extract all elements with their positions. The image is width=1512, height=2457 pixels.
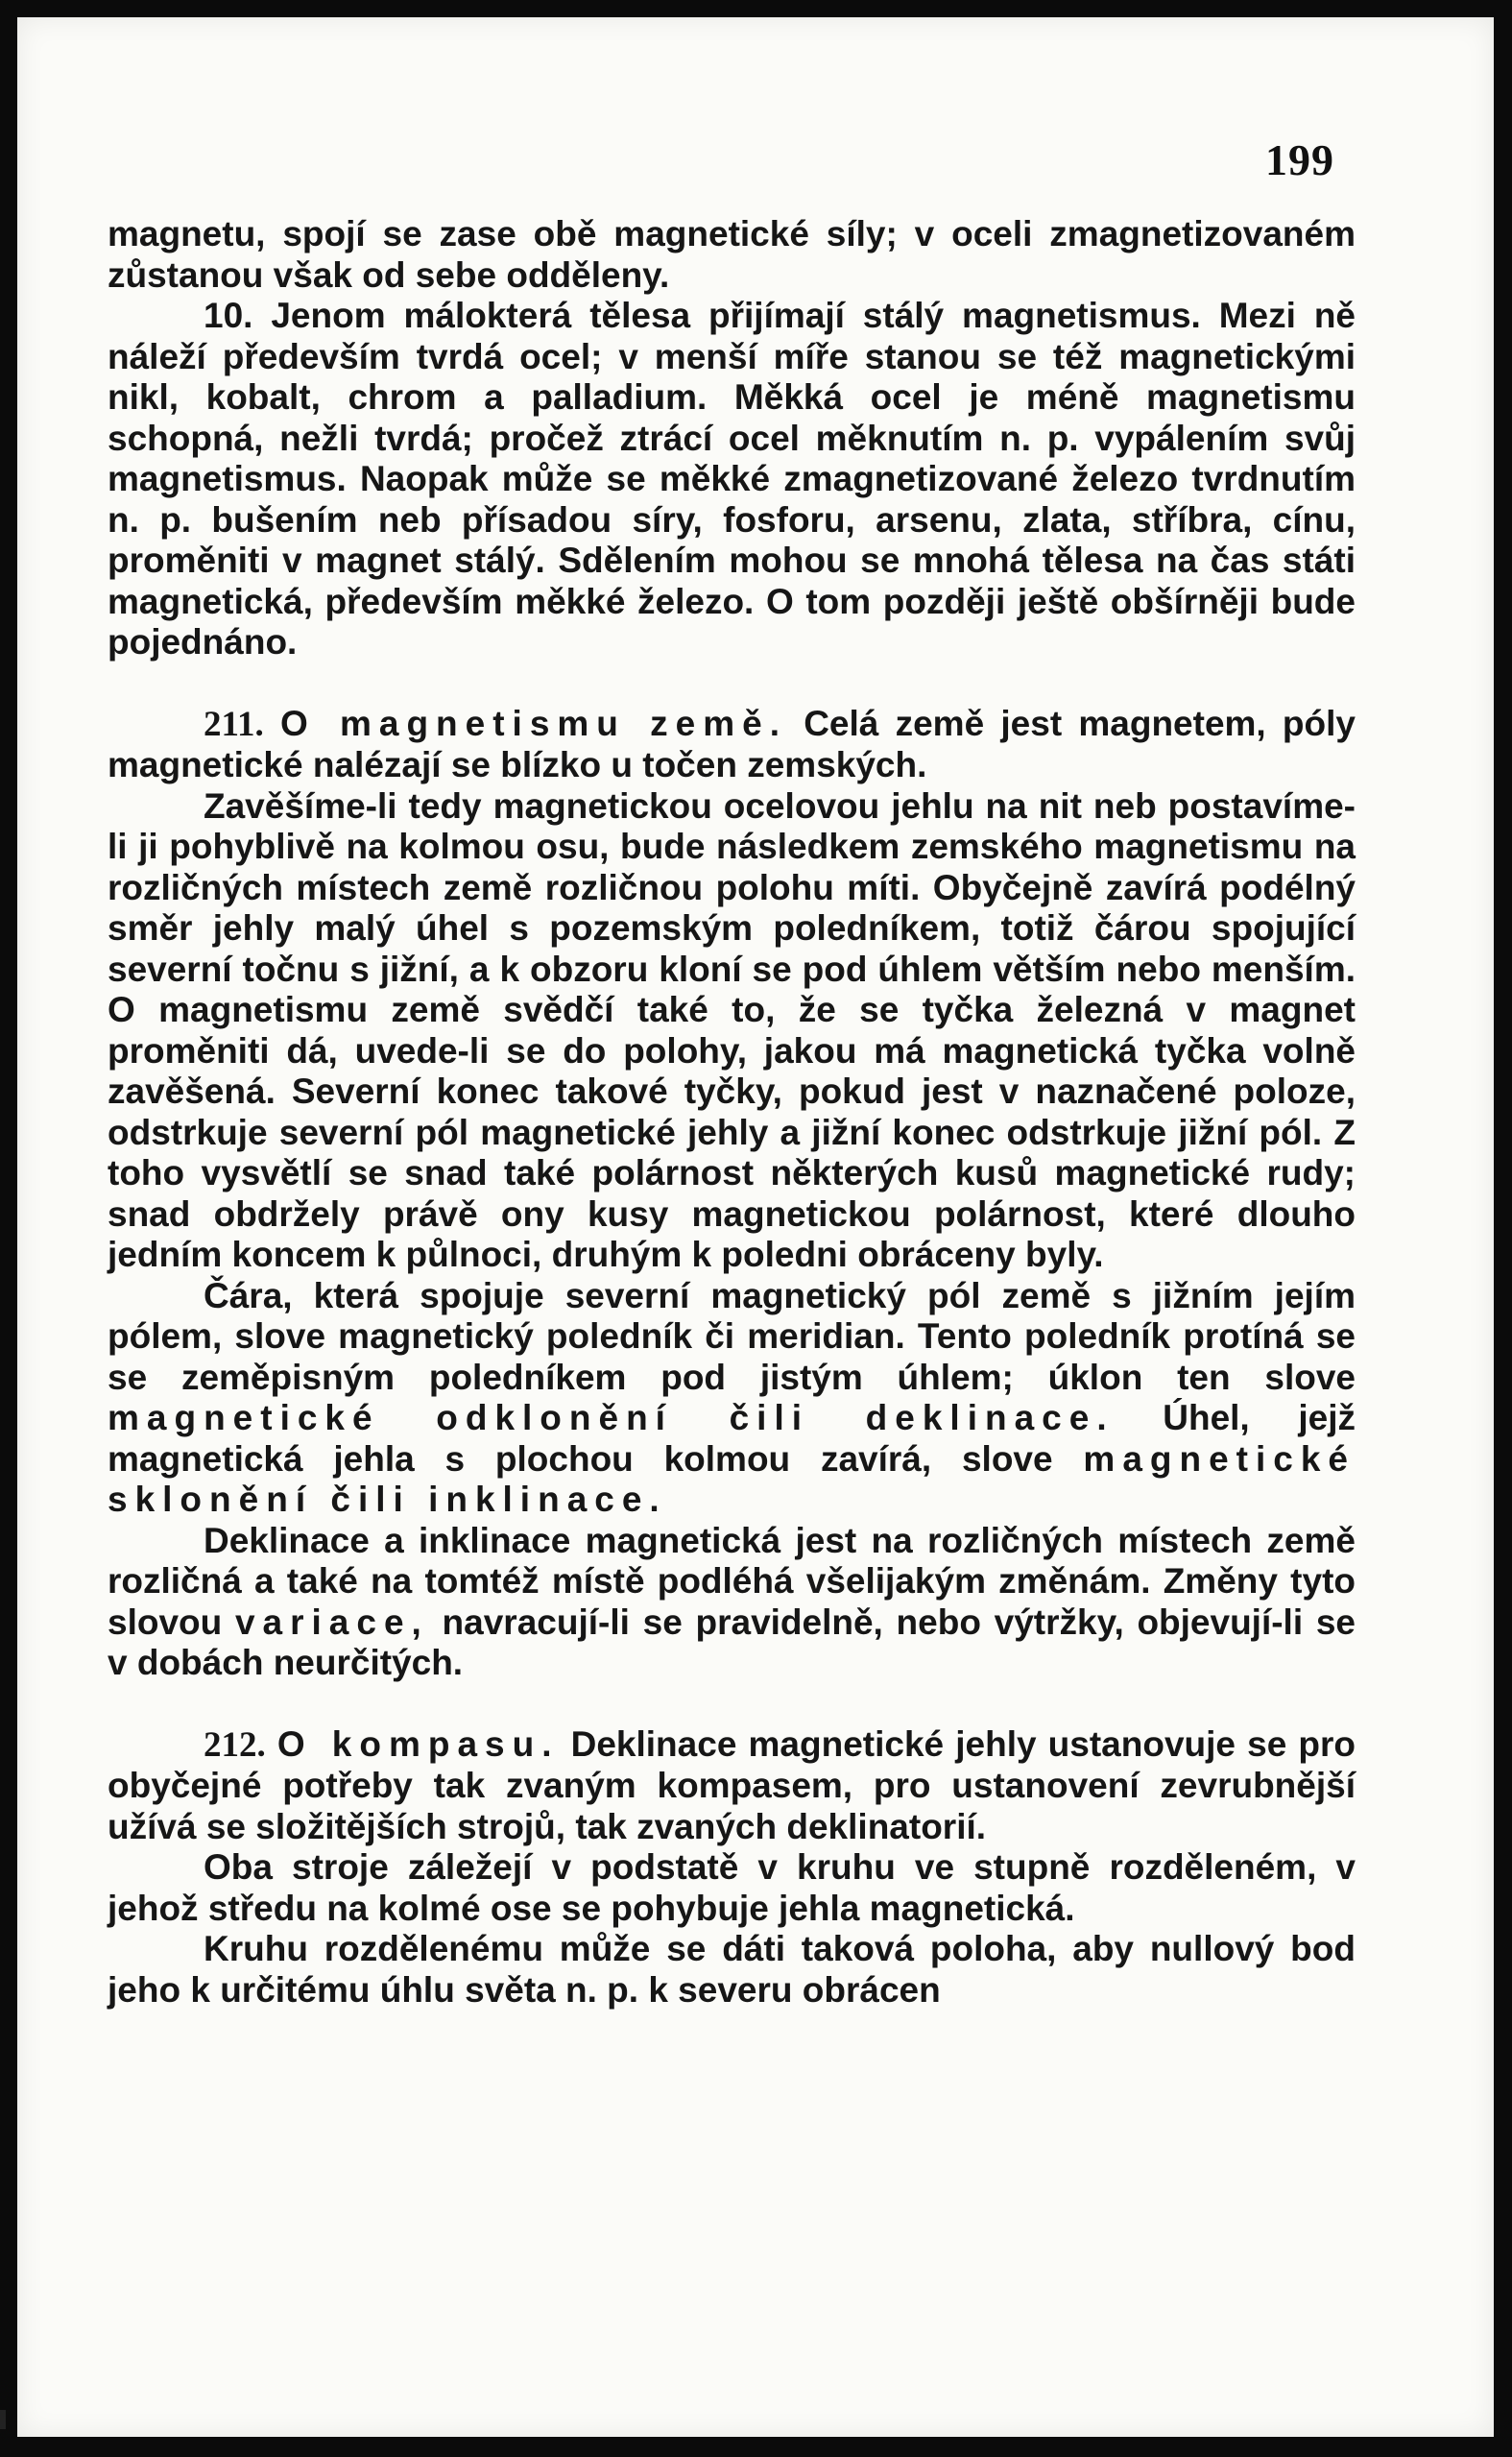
term-inklinace: magnetické sklonění čili inklinace. <box>108 1438 1356 1519</box>
section-211-lead: Celá země jest magnetem, póly magnetické nalézají se blízko u točen zemských. <box>108 703 1356 784</box>
section-212-number: 212. <box>204 1724 266 1765</box>
section-212-lead: Deklinace magnetické jehly ustanovuje se pro obyčejné potřeby tak zvaným kompasem, pro ustanovení zevrubnější užívá se složitějších strojů, tak zvaných deklinatorií. <box>108 1723 1356 1846</box>
section-211-p2-text-a: Čára, která spojuje severní magnetický pól země s jižním jejím pólem, slove magnetický poledník či meridian. Tento poledník protíná se se zeměpisným poledníkem pod jistým úhlem; úklon ten slove <box>108 1275 1356 1397</box>
section-211-heading: O magnetismu země. <box>279 703 787 743</box>
scan-edge-mark <box>0 2410 6 2429</box>
section-211-p2-text-b: Úhel, jejž magnetická jehla s plochou kolmou zavírá, slove <box>108 1398 1356 1479</box>
section-211 <box>108 704 1356 786</box>
section-212-paragraph-2: Kruhu rozdělenému může se dáti taková poloha, aby nullový bod jeho k určitému úhlu světa n. p. k severu obrácen <box>108 1929 1356 2010</box>
body-text <box>108 214 1356 2011</box>
section-211-paragraph-1: Zavěšíme-li tedy magnetickou ocelovou jehlu na nit neb postavíme-li ji pohyblivě na kolmou osu, bude následkem zemského magnetismu na rozličných místech země rozličnou polohu míti. Obyčejně zavírá podélný směr jehly malý úhel s pozemským poledníkem, totiž čárou spojující severní točnu s jižní, a k obzoru kloní se pod úhlem větším nebo menším. O magnetismu země svědčí také to, že se tyčka železná v magnet proměniti dá, uvede-li se do polohy, jakou má magnetická tyčka volně zavěšená. Severní konec takové tyčky, pokud jest v naznačené poloze, odstrkuje severní pól magnetické jehly a jižní konec odstrkuje jižní pól. Z toho vysvětlí se snad také polárnost některých kusů magnetické rudy; snad obdržely právě ony kusy magnetickou polárnost, které dlouho jedním koncem k půlnoci, druhým k poledni obráceny byly. <box>108 785 1356 1274</box>
section-212-paragraph-1: Oba stroje záležejí v podstatě v kruhu ve stupně rozděleném, v jehož středu na kolmé ose se pohybuje jehla magnetická. <box>108 1847 1356 1928</box>
paragraph-continuation: magnetu, spojí se zase obě magnetické síly; v oceli zmagnetizovaném zůstanou však od sebe odděleny. <box>108 214 1356 295</box>
book-page <box>17 17 1494 2437</box>
term-variace: variace, <box>234 1602 429 1642</box>
page-number: 199 <box>1265 135 1334 184</box>
section-211-p3-text-a: Deklinace a inklinace magnetická jest na rozličných místech země rozličná a také na tomtéž místě podléhá všelijakým změnám. Změny tyto slovou <box>108 1520 1356 1642</box>
section-211-p3-text-b: navracují-li se pravidelně, nebo výtržky, objevují-li se v dobách neurčitých. <box>108 1602 1356 1682</box>
term-deklinace: magnetické odklonění čili deklinace. <box>108 1398 1115 1437</box>
section-211-paragraph-2 <box>108 1276 1356 1521</box>
section-212-heading: O kompasu. <box>276 1723 560 1764</box>
section-211-number: 211. <box>204 704 264 744</box>
section-211-paragraph-3 <box>108 1521 1356 1684</box>
paragraph-10: 10. Jenom málokterá tělesa přijímají stálý magnetismus. Mezi ně náleží především tvrdá ocel; v menší míře stanou se též magnetickými nikl, kobalt, chrom a palladium. Měkká ocel je méně magnetismu schopná, nežli tvrdá; pročež ztrácí ocel měknutím n. p. vypálením svůj magnetismus. Naopak může se měkké zmagnetizované železo tvrdnutím n. p. bušením neb přísadou síry, fosforu, arsenu, zlata, stříbra, cínu, proměniti v magnet stálý. Sdělením mohou se mnohá tělesa na čas státi magnetická, především měkké železo. O tom později ještě obšírněji bude pojednáno. <box>108 296 1356 662</box>
section-212 <box>108 1724 1356 1848</box>
